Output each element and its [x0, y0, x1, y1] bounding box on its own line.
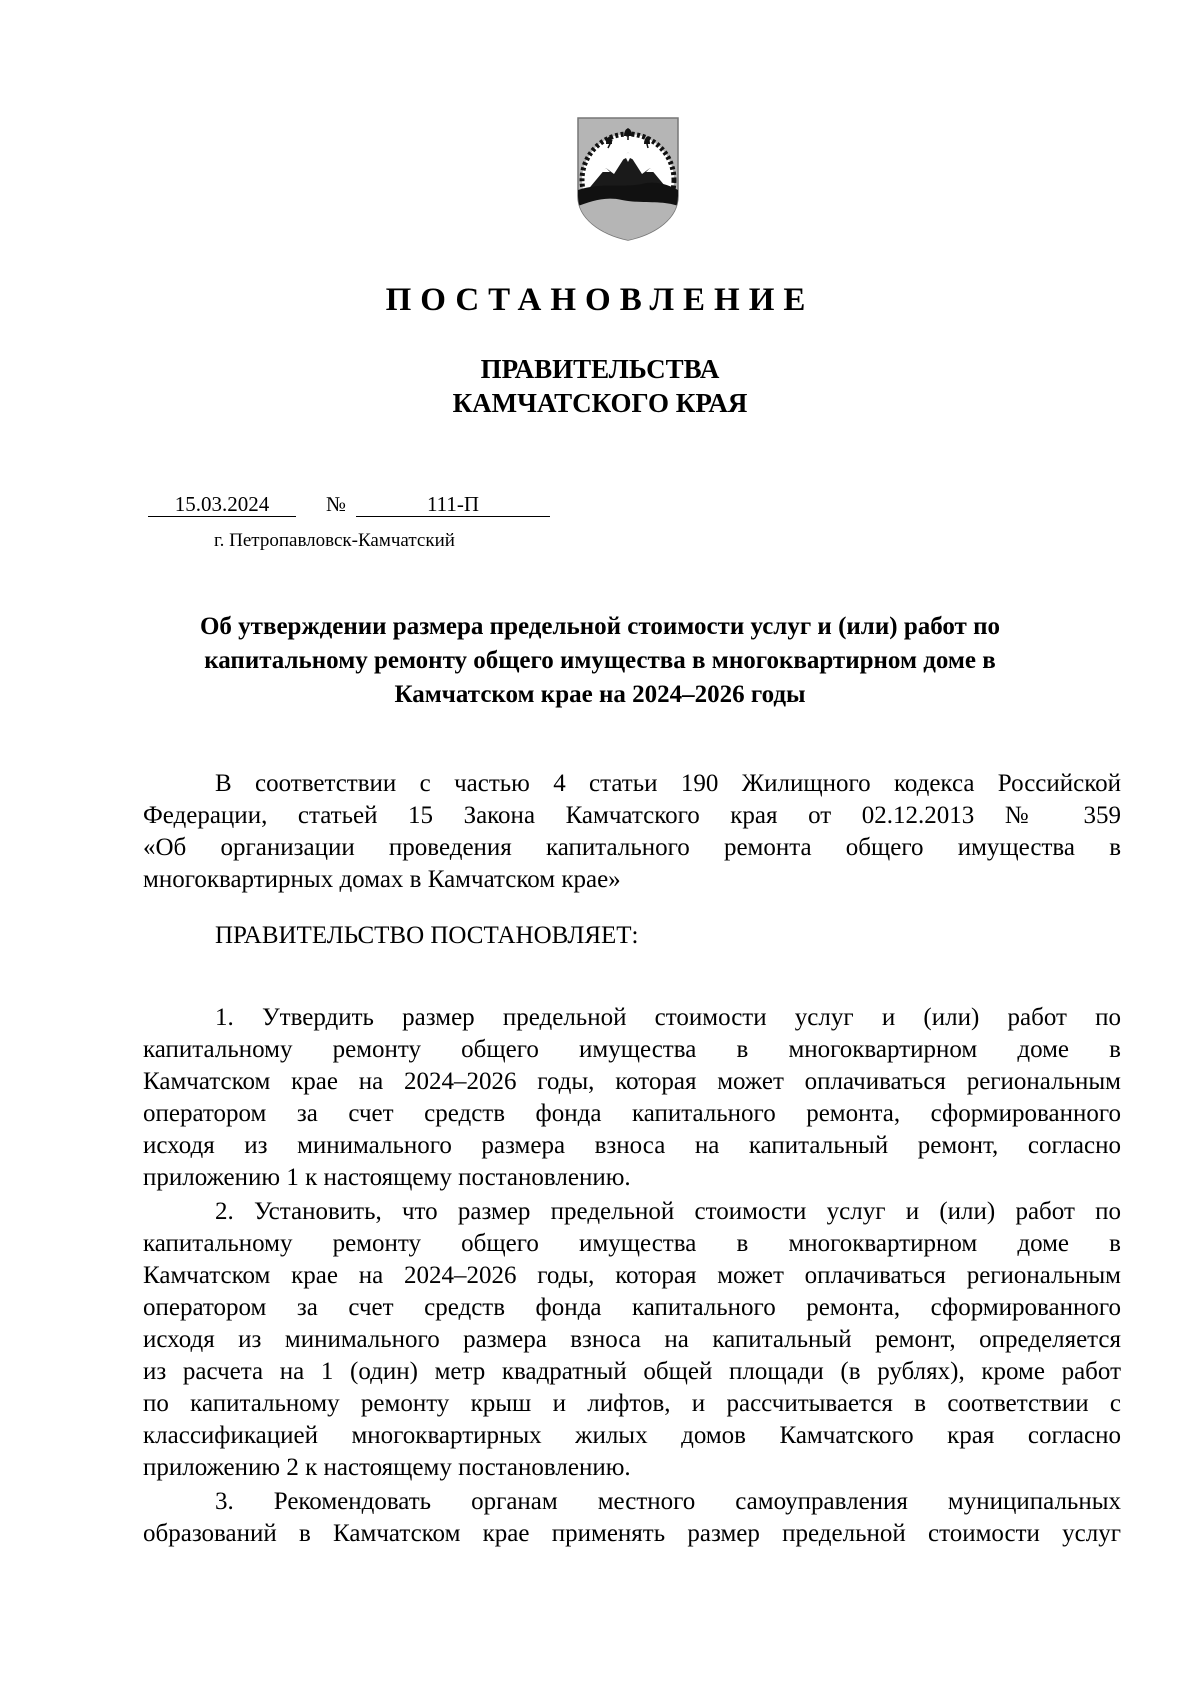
city-name: г. Петропавловск-Камчатский	[214, 530, 455, 551]
subject-line: Об утверждении размера предельной стоимости услуг и (или) работ по	[199, 613, 1000, 640]
text-line: многоквартирных домах в Камчатском крае»	[143, 866, 621, 893]
text-line: 2. Установить, что размер предельной стоимости услуг и (или) работ по	[215, 1198, 1121, 1225]
issuer-line-2: КАМЧАТСКОГО КРАЯ	[452, 388, 748, 418]
text-line: образований в Камчатском крае применять размер предельной стоимости услуг	[143, 1520, 1121, 1547]
text-line: Камчатском крае на 2024–2026 годы, которая может оплачиваться региональным	[143, 1068, 1121, 1095]
decree-statement: ПРАВИТЕЛЬСТВО ПОСТАНОВЛЯЕТ:	[215, 922, 639, 949]
text-line: исходя из минимального размера взноса на капитальный ремонт, согласно	[143, 1132, 1121, 1159]
text-line: капитальному ремонту общего имущества в многоквартирном доме в	[143, 1230, 1121, 1257]
text-line: исходя из минимального размера взноса на капитальный ремонт, определяется	[143, 1326, 1121, 1353]
text-line: по капитальному ремонту крыш и лифтов, и рассчитывается в соответствии с	[143, 1390, 1121, 1417]
text-line: Камчатском крае на 2024–2026 годы, которая может оплачиваться региональным	[143, 1262, 1121, 1289]
text-line: В соответствии с частью 4 статьи 190 Жилищного кодекса Российской	[215, 770, 1121, 797]
text-line: Федерации, статьей 15 Закона Камчатского края от 02.12.2013 № 359	[143, 802, 1121, 829]
text-line: «Об организации проведения капитального ремонта общего имущества в	[143, 834, 1121, 861]
text-line: 1. Утвердить размер предельной стоимости услуг и (или) работ по	[215, 1004, 1121, 1031]
issuer-line-1: ПРАВИТЕЛЬСТВА	[480, 354, 720, 384]
number-sign: №	[326, 492, 347, 516]
text-line: оператором за счет средств фонда капитального ремонта, сформированного	[143, 1294, 1121, 1321]
subject-line: Камчатском крае на 2024–2026 годы	[394, 681, 806, 708]
item-1-paragraph	[143, 1002, 1121, 1194]
text-line: приложению 1 к настоящему постановлению.	[143, 1164, 631, 1191]
document-date: 15.03.2024	[148, 492, 296, 517]
text-line: приложению 2 к настоящему постановлению.	[143, 1454, 631, 1481]
subject-line: капитальному ремонту общего имущества в многоквартирном доме в	[204, 647, 996, 674]
item-3-paragraph	[143, 1486, 1121, 1550]
item-2-paragraph	[143, 1196, 1121, 1484]
document-subject	[150, 610, 1050, 712]
text-line: капитальному ремонту общего имущества в многоквартирном доме в	[143, 1036, 1121, 1063]
kamchatka-coat-of-arms-icon	[572, 114, 684, 242]
document-title: ПОСТАНОВЛЕНИЕ	[385, 282, 815, 318]
preamble-paragraph	[143, 768, 1121, 896]
text-line: из расчета на 1 (один) метр квадратный общей площади (в рублях), кроме работ	[143, 1358, 1121, 1385]
text-line: 3. Рекомендовать органам местного самоуправления муниципальных	[215, 1488, 1121, 1515]
document-number: 111-П	[356, 492, 550, 517]
text-line: классификацией многоквартирных жилых домов Камчатского края согласно	[143, 1422, 1121, 1449]
text-line: оператором за счет средств фонда капитального ремонта, сформированного	[143, 1100, 1121, 1127]
